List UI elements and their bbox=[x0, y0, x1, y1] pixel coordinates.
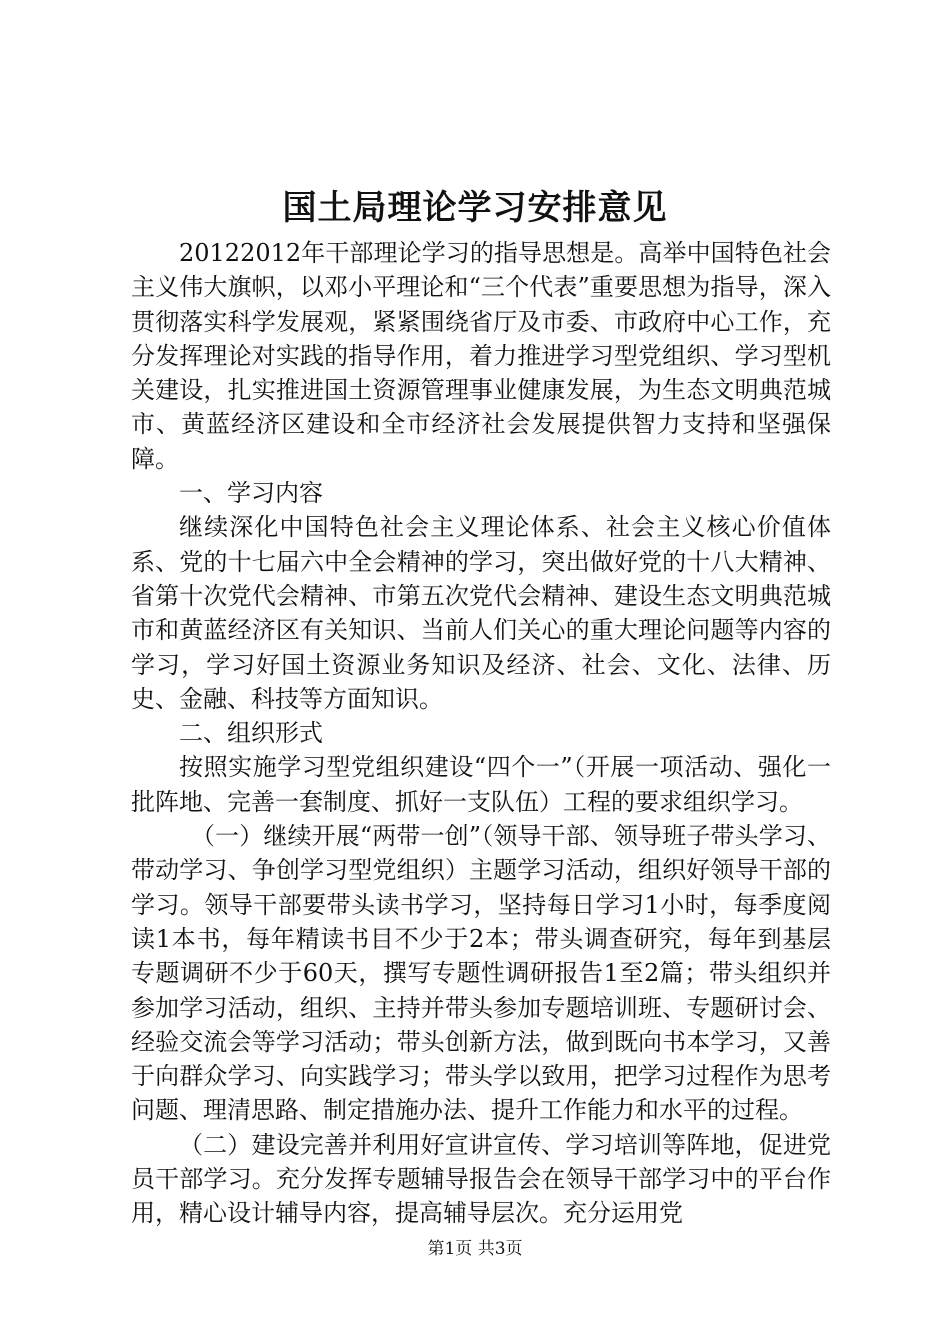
document-title: 国土局理论学习安排意见 bbox=[282, 188, 668, 228]
paragraph-organization-form: 按照实施学习型党组织建设“四个一”（开展一项活动、强化一批阵地、完善一套制度、抓好一支队伍）工程的要求组织学习。 bbox=[131, 753, 831, 816]
paragraph-item-one: （一）继续开展“两带一创”（领导干部、领导班子带头学习、带动学习、争创学习型党组织）主题学习活动，组织好领导干部的学习。领导干部要带头读书学习，坚持每日学习1小时，每季度阅读1本书，每年精读书目不少于2本；带头调查研究，每年到基层专题调研不少于60天，撰写专题性调研报告1至2篇；带头组织并参加学习活动，组织、主持并带头参加专题培训班、专题研讨会、经验交流会等学习活动；带头创新方法，做到既向书本学习，又善于向群众学习、向实践学习；带头学以致用，把学习过程作为思考问题、理清思路、制定措施办法、提升工作能力和水平的过程。 bbox=[131, 822, 831, 1125]
paragraph-guiding-thought: 20122012年干部理论学习的指导思想是。高举中国特色社会主义伟大旗帜，以邓小平理论和“三个代表”重要思想为指导，深入贯彻落实科学发展观，紧紧围绕省厅及市委、市政府中心工作，充分发挥理论对实践的指导作用，着力推进学习型党组织、学习型机关建设，扎实推进国土资源管理事业健康发展，为生态文明典范城市、黄蓝经济区建设和全市经济社会发展提供智力支持和坚强保障。 bbox=[131, 239, 831, 473]
section-heading-organization-form: 二、组织形式 bbox=[179, 719, 323, 748]
section-heading-study-content: 一、学习内容 bbox=[179, 479, 323, 508]
document-body bbox=[131, 236, 831, 1231]
paragraph-study-content: 继续深化中国特色社会主义理论体系、社会主义核心价值体系、党的十七届六中全会精神的学习，突出做好党的十八大精神、省第十次党代会精神、市第五次党代会精神、建设生态文明典范城市和黄蓝经济区有关知识、当前人们关心的重大理论问题等内容的学习，学习好国土资源业务知识及经济、社会、文化、法律、历史、金融、科技等方面知识。 bbox=[131, 513, 831, 713]
paragraph-item-two: （二）建设完善并利用好宣讲宣传、学习培训等阵地，促进党员干部学习。充分发挥专题辅导报告会在领导干部学习中的平台作用，精心设计辅导内容，提高辅导层次。充分运用党 bbox=[131, 1130, 831, 1228]
page-footer: 第1页 共3页 bbox=[427, 1239, 523, 1259]
